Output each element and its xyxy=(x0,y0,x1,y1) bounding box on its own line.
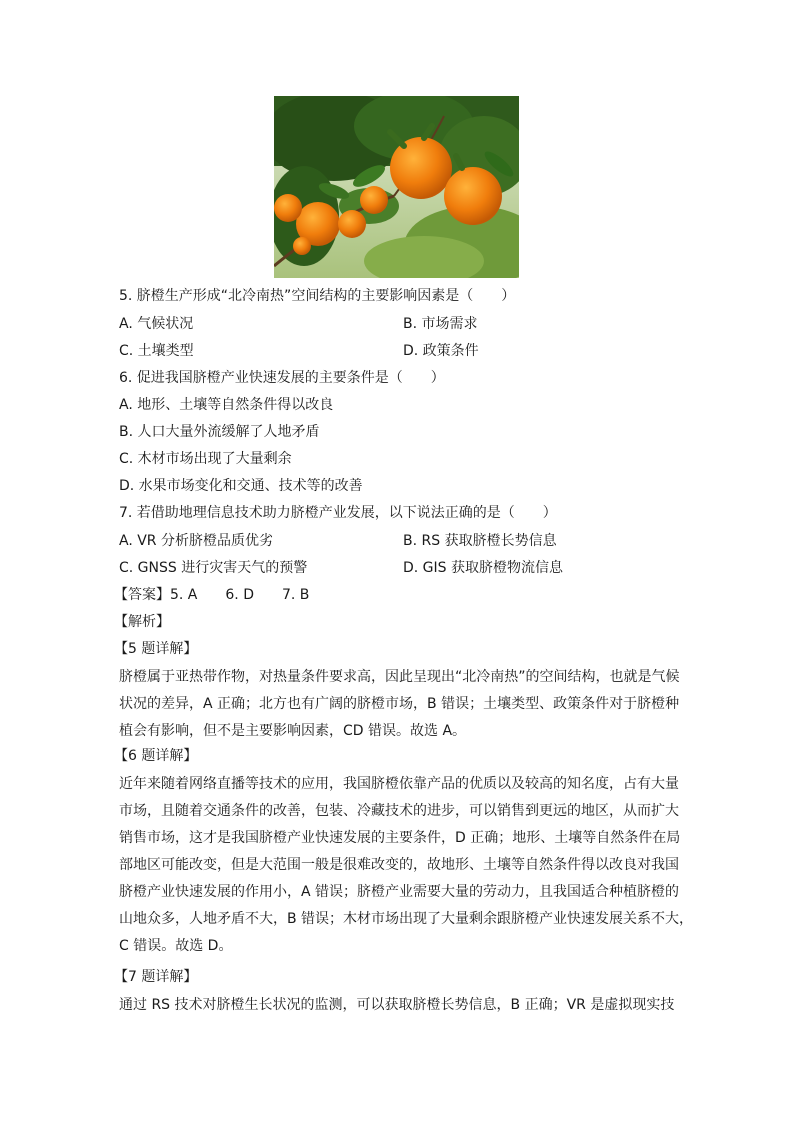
q6-detail-line: 脐橙产业快速发展的作用小，A 错误；脐橙产业需要大量的劳动力，且我国适合种植脐橙的 xyxy=(119,884,680,900)
q6-detail-line: C 错误。故选 D。 xyxy=(119,938,233,954)
q6-detail-line: 市场，且随着交通条件的改善，包装、冷藏技术的进步，可以销售到更远的地区，从而扩大 xyxy=(119,803,679,819)
q5-option-c: C. 土壤类型 xyxy=(119,343,194,359)
q6-stem: 6. 促进我国脐橙产业快速发展的主要条件是（ ） xyxy=(119,370,445,386)
q5-detail-line: 脐橙属于亚热带作物，对热量条件要求高，因此呈现出“北冷南热”的空间结构，也就是气候 xyxy=(119,669,680,685)
q6-detail-heading: 【6 题详解】 xyxy=(114,748,198,764)
q6-detail-line: 山地众多，人地矛盾不大，B 错误；木材市场出现了大量剩余跟脐橙产业快速发展关系不大， xyxy=(119,911,694,927)
q6-option-b: B. 人口大量外流缓解了人地矛盾 xyxy=(119,424,320,440)
q7-option-d: D. GIS 获取脐橙物流信息 xyxy=(403,560,563,576)
q7-option-c: C. GNSS 进行灾害天气的预警 xyxy=(119,560,308,576)
q5-detail-line: 状况的差异，A 正确；北方也有广阔的脐橙市场，B 错误；土壤类型、政策条件对于脐橙种 xyxy=(119,696,680,712)
q7-option-a: A. VR 分析脐橙品质优劣 xyxy=(119,533,273,549)
orange-tree-photo xyxy=(274,96,519,278)
q5-detail-paragraph xyxy=(119,664,680,745)
analysis-heading: 【解析】 xyxy=(114,614,170,630)
q5-option-a: A. 气候状况 xyxy=(119,316,194,332)
q6-option-c: C. 木材市场出现了大量剩余 xyxy=(119,451,292,467)
q6-option-a: A. 地形、土壤等自然条件得以改良 xyxy=(119,397,334,413)
q6-detail-line: 部地区可能改变，但是大范围一般是很难改变的，故地形、土壤等自然条件得以改良对我国 xyxy=(119,857,679,873)
q6-option-d: D. 水果市场变化和交通、技术等的改善 xyxy=(119,478,363,494)
q7-detail-paragraph xyxy=(119,992,675,1019)
q7-option-b: B. RS 获取脐橙长势信息 xyxy=(403,533,557,549)
q5-stem: 5. 脐橙生产形成“北冷南热”空间结构的主要影响因素是（ ） xyxy=(119,288,516,304)
answer-line: 【答案】5. A 6. D 7. B xyxy=(114,587,310,603)
q5-option-b: B. 市场需求 xyxy=(403,316,478,332)
orange-tree-illustration xyxy=(274,96,519,278)
q7-detail-line: 通过 RS 技术对脐橙生长状况的监测，可以获取脐橙长势信息，B 正确；VR 是虚拟现实技 xyxy=(119,997,675,1013)
q5-detail-heading: 【5 题详解】 xyxy=(114,641,198,657)
q6-detail-line: 近年来随着网络直播等技术的应用，我国脐橙依靠产品的优质以及较高的知名度，占有大量 xyxy=(119,776,679,792)
q6-detail-paragraph xyxy=(119,771,694,960)
q5-option-d: D. 政策条件 xyxy=(403,343,479,359)
q7-detail-heading: 【7 题详解】 xyxy=(114,969,198,985)
q5-detail-line: 植会有影响，但不是主要影响因素，CD 错误。故选 A。 xyxy=(119,723,467,739)
q7-stem: 7. 若借助地理信息技术助力脐橙产业发展，以下说法正确的是（ ） xyxy=(119,505,557,521)
q6-detail-line: 销售市场，这才是我国脐橙产业快速发展的主要条件，D 正确；地形、土壤等自然条件在局 xyxy=(119,830,681,846)
